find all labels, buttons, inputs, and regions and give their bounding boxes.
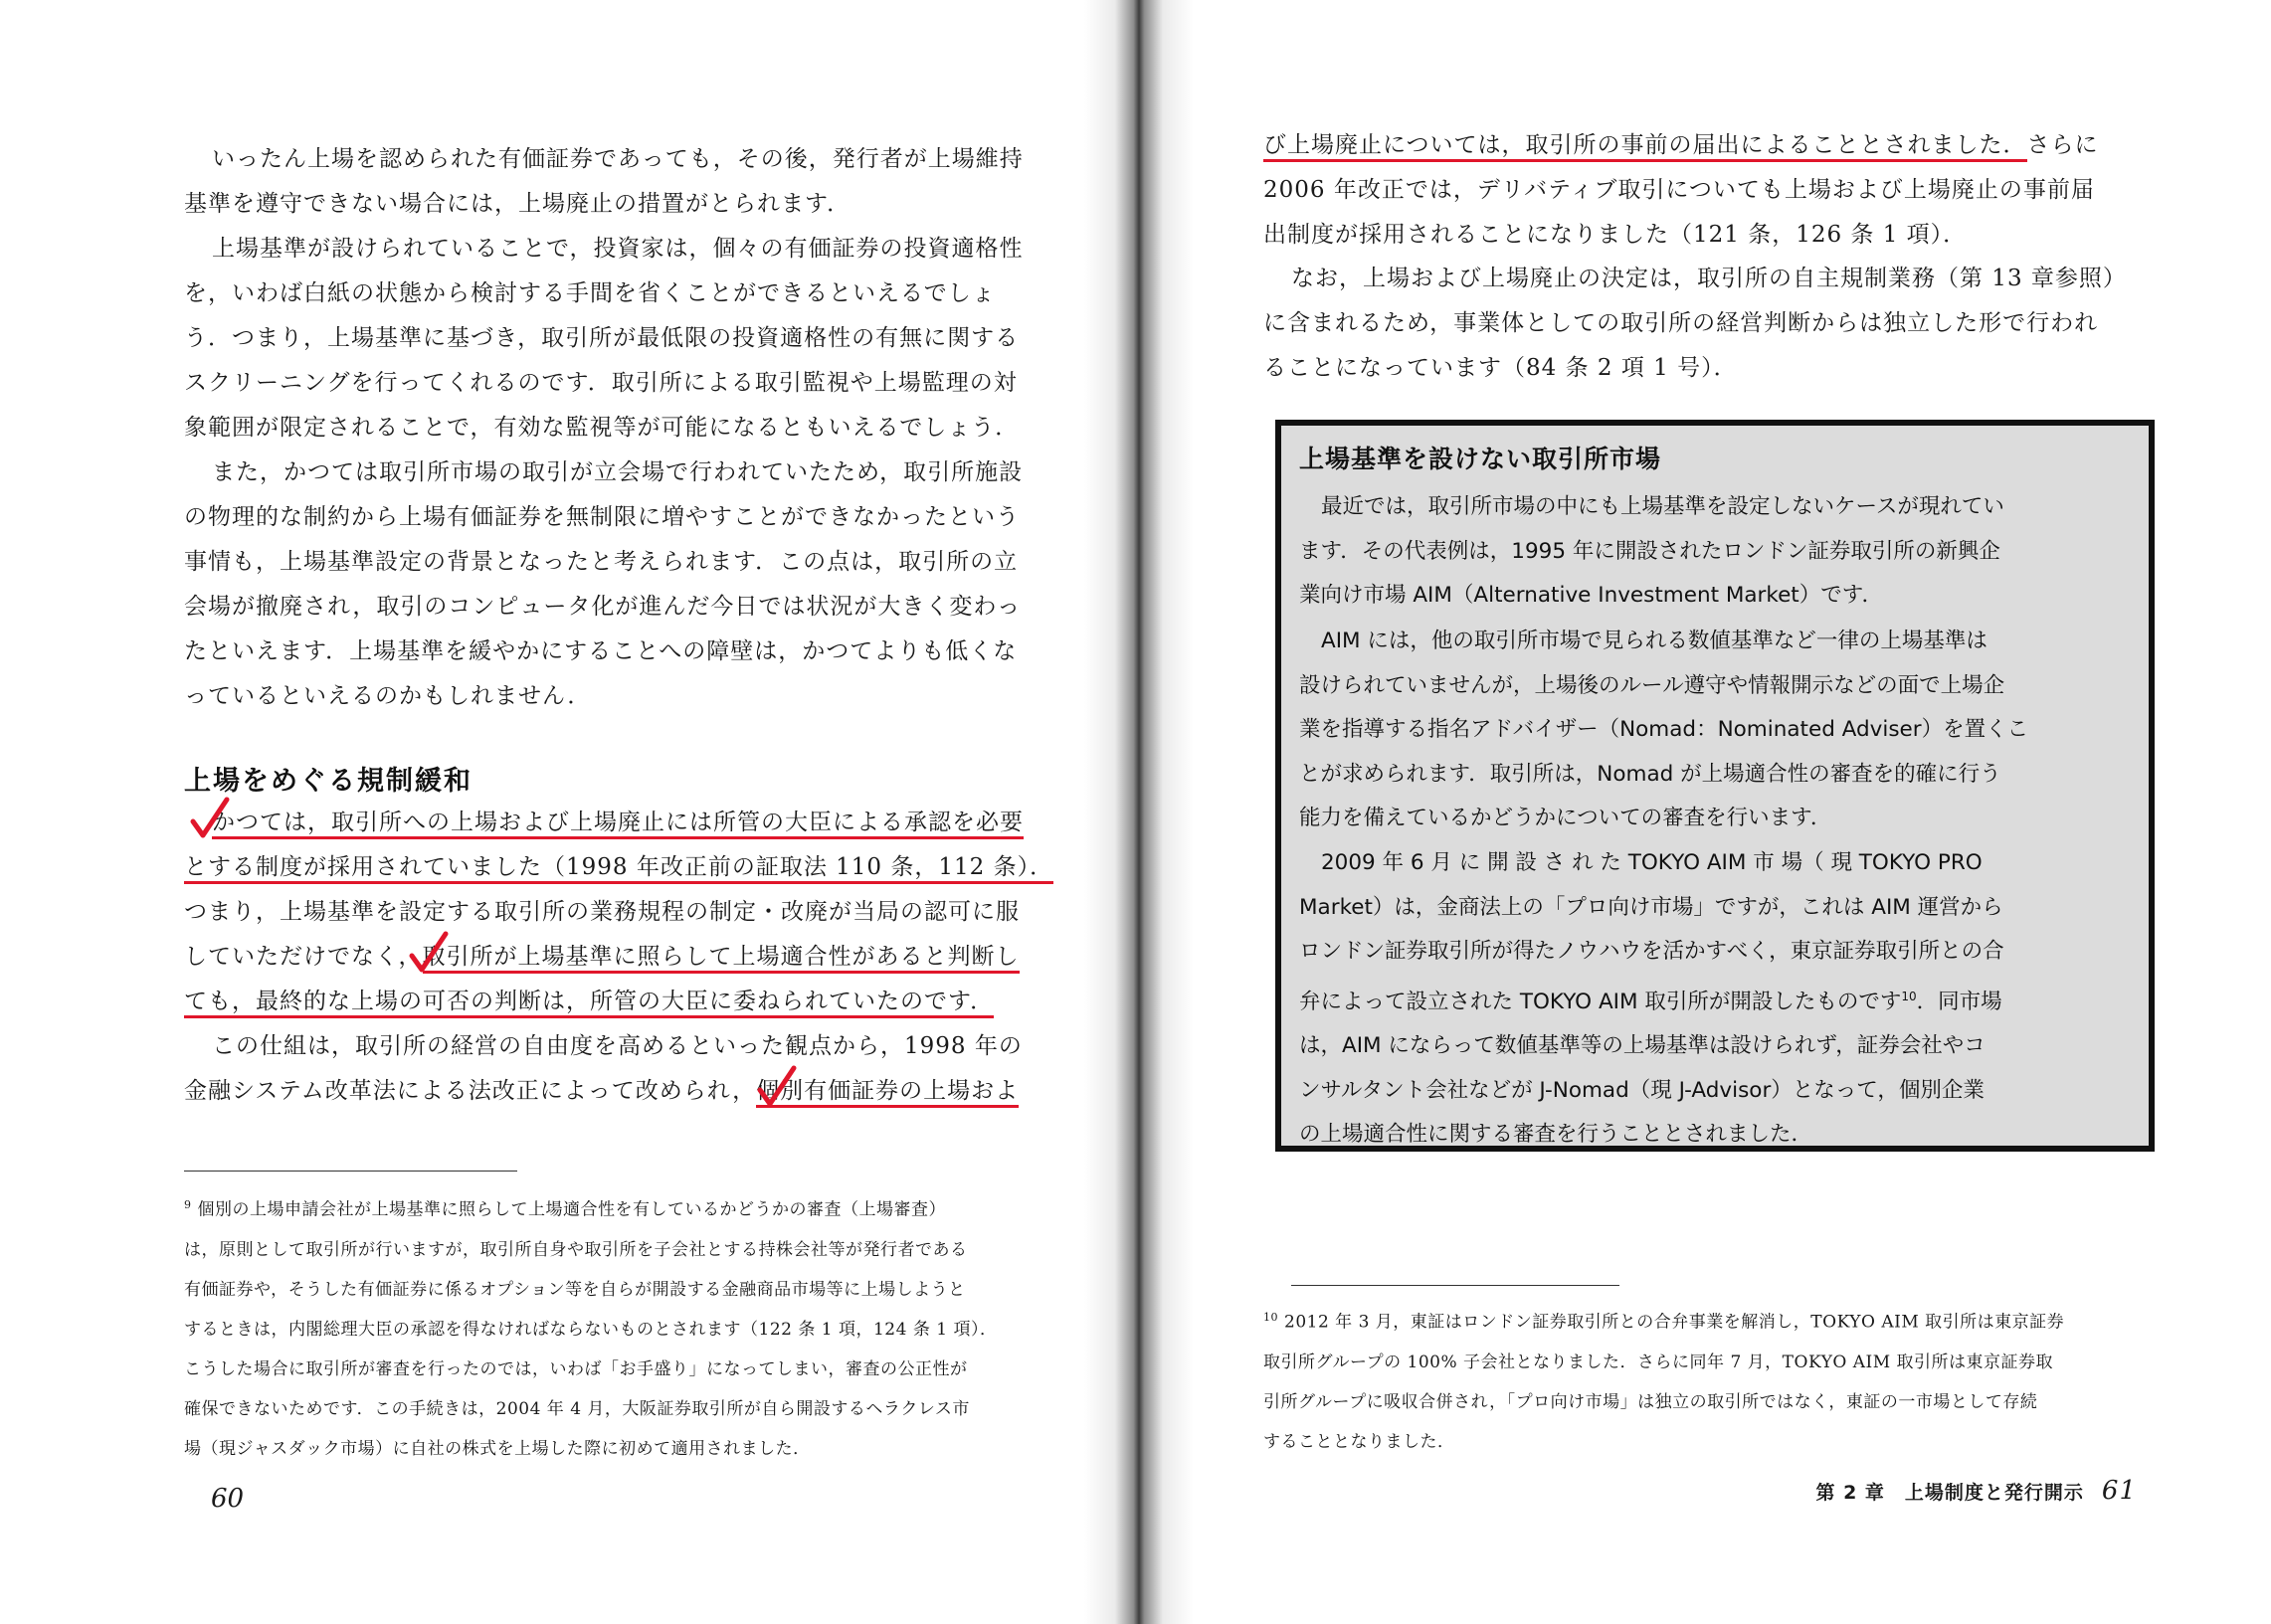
section-heading: 上場をめぐる規制緩和 — [184, 766, 473, 797]
text-line: っているといえるのかもしれません． — [184, 683, 592, 709]
plain-text: 弁によって設立された TOKYO AIM 取引所が開設したものです — [1299, 989, 1902, 1014]
footnote-reference: 10 — [1901, 989, 1917, 1003]
text-line: 設けられていませんが，上場後のルール遵守や情報開示などの面で上場企 — [1299, 672, 2005, 698]
paragraph-continuation — [1263, 123, 2139, 258]
text-line: 基準を遵守できない場合には，上場廃止の措置がとられます． — [184, 191, 852, 217]
text-line: 出制度が採用されることになりました（121 条，126 条 1 項）． — [1263, 222, 1968, 248]
text-line: う．つまり，上場基準に基づき，取引所が最低限の投資適格性の有無に関する — [184, 325, 1020, 351]
plain-text: さらに — [2026, 132, 2099, 158]
text-line: 引所グループに吸収合併され，「プロ向け市場」は独立の取引所ではなく，東証の一市場として存続 — [1263, 1391, 2038, 1412]
text-line — [1263, 1298, 2178, 1343]
text-line: 最近では，取引所市場の中にも上場基準を設定しないケースが現れてい — [1321, 494, 2004, 519]
text-line: は，AIM にならって数値基準等の上場基準は設けられず，証券会社やコ — [1299, 1033, 1986, 1059]
footnote-rule — [1291, 1285, 1619, 1286]
highlighted-text: び上場廃止については，取引所の事前の届出によることとされました． — [1263, 132, 2027, 162]
running-footer — [1815, 1476, 2137, 1506]
text-line: 場（現ジャスダック市場）に自社の株式を上場した際に初めて適用されました． — [184, 1438, 811, 1459]
plain-text: していただけでなく， — [184, 944, 423, 970]
text-line: の上場適合性に関する審査を行うこととされました． — [1299, 1122, 1813, 1148]
text-line: Market）は，金商法上の「プロ向け市場」ですが，これは AIM 運営から — [1299, 894, 2003, 920]
paragraph-regulation — [184, 801, 1059, 1024]
text-line: いったん上場を認められた有価証券であっても，その後，発行者が上場維持 — [212, 146, 1024, 172]
text-line — [1299, 975, 2135, 1025]
text-line: この仕組は，取引所の経営の自由度を高めるといった観点から，1998 年の — [212, 1033, 1023, 1059]
text-line: 確保できないためです．この手続きは，2004 年 4 月，大阪証券取引所が自ら開設するヘラクレス市 — [184, 1398, 970, 1419]
highlighted-text: ても，最終的な上場の可否の判断は，所管の大臣に委ねられていたのです． — [184, 989, 994, 1018]
text-line: スクリーニングを行ってくれるのです．取引所による取引監視や上場監理の対 — [184, 370, 1018, 396]
paragraph-trading-floor — [184, 451, 1059, 719]
text-line: 上場基準が設けられていることで，投資家は，個々の有価証券の投資適格性 — [212, 236, 1024, 262]
text-line: とが求められます．取引所は，Nomad が上場適合性の審査を的確に行う — [1299, 761, 2001, 787]
checkmark-icon — [189, 796, 231, 841]
text-line: 会場が撤廃され，取引のコンピュータ化が進んだ今日では状況が大きく変わっ — [184, 594, 1022, 620]
footnote-9 — [184, 1185, 1059, 1469]
text-line: ンサルタント会社などが J-Nomad（現 J-Advisor）となって，個別企業 — [1299, 1077, 1985, 1103]
text-line: 2006 年改正では，デリバティブ取引についても上場および上場廃止の事前届 — [1263, 177, 2095, 203]
column-paragraph-2 — [1299, 620, 2135, 841]
text-line: 象範囲が限定されることで，有効な監視等が可能になるともいえるでしょう． — [184, 415, 1020, 441]
footnote-rule — [184, 1171, 517, 1172]
text-line: ロンドン証券取引所が得たノウハウを活かすべく，東京証券取引所との合 — [1299, 939, 2004, 964]
text-line: たといえます．上場基準を緩やかにすることへの障壁は，かつてよりも低くな — [184, 638, 1018, 664]
text-line — [184, 1185, 1059, 1230]
text-line: に含まれるため，事業体としての取引所の経営判断からは独立した形で行われ — [1263, 310, 2099, 336]
text-line — [184, 845, 1059, 890]
text-line: つまり，上場基準を設定する取引所の業務規程の制定・改廃が当局の認可に服 — [184, 899, 1020, 925]
text-line — [1263, 123, 2139, 168]
paragraph-delisting — [184, 137, 1059, 227]
paragraph-reform — [184, 1024, 1059, 1114]
text-line: することとなりました． — [1263, 1431, 1455, 1452]
footnote-10 — [1263, 1298, 2178, 1462]
paragraph-listing-standards — [184, 227, 1059, 451]
text-line: 事情も，上場基準設定の背景となったと考えられます．この点は，取引所の立 — [184, 549, 1019, 575]
column-paragraph-3 — [1299, 841, 2135, 1158]
text-line — [184, 935, 1059, 980]
footnote-mark: 9 — [184, 1198, 192, 1211]
highlighted-text: 個別有価証券の上場およ — [756, 1078, 1019, 1108]
highlighted-text: とする制度が採用されていました（1998 年改正前の証取法 110 条，112 条）． — [184, 854, 1053, 884]
text-line — [184, 980, 1059, 1024]
highlighted-text: 取引所が上場基準に照らして上場適合性があると判断し — [423, 944, 1020, 974]
text-line: を，いわば白紙の状態から検討する手間を省くことができるといえるでしょ — [184, 280, 996, 306]
text-line: 業向け市場 AIM（Alternative Investment Market）です． — [1299, 583, 1884, 608]
text-line — [184, 801, 1059, 845]
text-line: 有価証券や，そうした有価証券に係るオプション等を自らが開設する金融商品市場等に上場しようと — [184, 1279, 966, 1300]
text-line: の物理的な制約から上場有価証券を無制限に増やすことができなかったという — [184, 504, 1020, 530]
column-box — [1275, 420, 2155, 1152]
text-line: ることになっています（84 条 2 項 1 号）． — [1263, 355, 1738, 381]
text-line: するときは，内閣総理大臣の承認を得なければならないものとされます（122 条 1 項，124 条 1 項）． — [184, 1319, 998, 1340]
footnote-mark: 10 — [1263, 1311, 1278, 1324]
checkmark-icon — [408, 930, 450, 976]
text-line: 業を指導する指名アドバイザー（Nomad：Nominated Adviser）を置くこ — [1299, 717, 2029, 742]
text-line: 能力を備えているかどうかについての審査を行います． — [1299, 806, 1832, 830]
text-line: ます．その代表例は，1995 年に開設されたロンドン証券取引所の新興企 — [1299, 538, 2000, 564]
text-line: 2009 年 6 月 に 開 設 さ れ た TOKYO AIM 市 場（ 現 TOKYO PRO — [1321, 850, 1983, 875]
paragraph-self-regulation — [1263, 257, 2139, 391]
text-line: は，原則として取引所が行いますが，取引所自身や取引所を子会社とする持株会社等が発行者である — [184, 1239, 968, 1260]
text-line: なお，上場および上場廃止の決定は，取引所の自主規制業務（第 13 章参照） — [1291, 266, 2127, 291]
text-line: AIM には，他の取引所市場で見られる数値基準など一律の上場基準は — [1321, 629, 1987, 653]
checkmark-icon — [756, 1064, 798, 1110]
chapter-title: 第 2 章 上場制度と発行開示 — [1815, 1482, 2084, 1504]
plain-text: 2012 年 3 月，東証はロンドン証券取引所との合弁事業を解消し，TOKYO AIM 取引所は東京証券 — [1284, 1312, 2065, 1333]
page-number: 61 — [2101, 1476, 2137, 1506]
text-line — [184, 1069, 1059, 1114]
text-line: 取引所グループの 100% 子会社となりました．さらに同年 7 月，TOKYO AIM 取引所は東京証券取 — [1263, 1352, 2054, 1372]
column-title: 上場基準を設けない取引所市場 — [1299, 445, 1662, 473]
page-number: 60 — [211, 1484, 245, 1514]
plain-text: 個別の上場申請会社が上場基準に照らして上場適合性を有しているかどうかの審査（上場審査） — [197, 1199, 946, 1220]
plain-text: 金融システム改革法による法改正によって改められ， — [184, 1078, 757, 1104]
column-paragraph-1 — [1299, 485, 2135, 619]
text-line: こうした場合に取引所が審査を行ったのでは，いわば「お手盛り」になってしまい，審査の公正性が — [184, 1358, 968, 1379]
left-page — [0, 0, 1134, 1624]
plain-text: ．同市場 — [1916, 989, 2002, 1014]
text-line: また，かつては取引所市場の取引が立会場で行われていたため，取引所施設 — [212, 459, 1024, 485]
highlighted-text: かつては，取引所への上場および上場廃止には所管の大臣による承認を必要 — [212, 810, 1024, 839]
